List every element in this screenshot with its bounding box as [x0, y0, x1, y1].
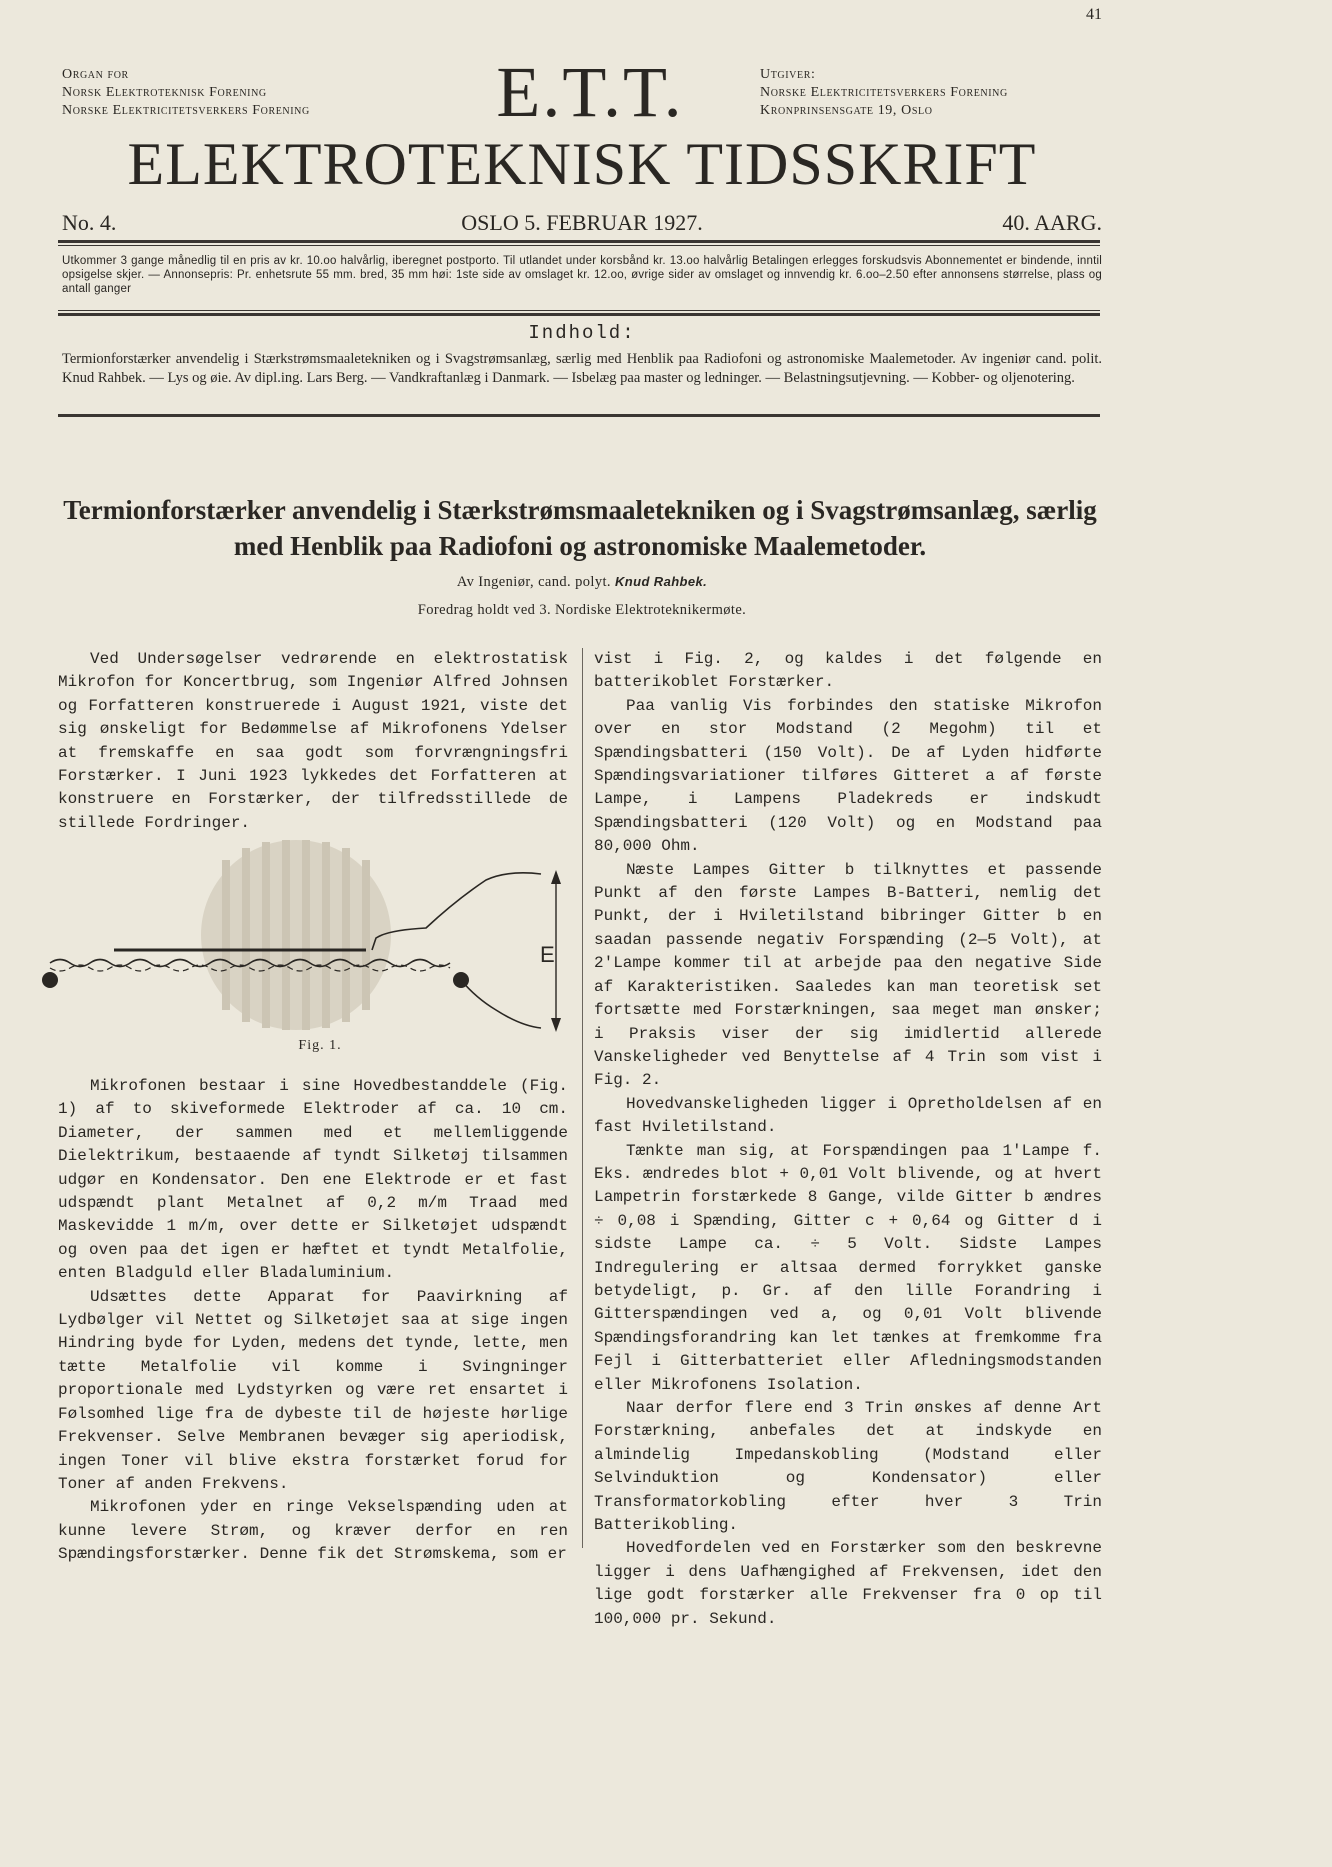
divider-rule [58, 245, 1100, 246]
byline-prefix: Av Ingeniør, cand. polyt. [456, 574, 611, 590]
organ-line-1: Organ for [62, 67, 129, 82]
publisher-block [760, 66, 1120, 120]
arrow-head-up [551, 870, 561, 884]
page-number: 41 [1086, 6, 1102, 23]
lecture-note: Foredrag holdt ved 3. Nordiske Elektroteknikermøte. [417, 602, 747, 618]
figure-1-diagram [36, 830, 576, 1040]
issue-number: No. 4. [62, 210, 117, 235]
contents-heading: Indhold: [528, 322, 636, 344]
divider-rule [58, 310, 1100, 311]
paragraph: Udsættes dette Apparat for Paavirkning af Lydbølger vil Nettet og Silketøjet saa at sige ingen Hindring byde for Lyden, medens det tynde, lette, men tætte Metalfolie vil komme i Svingninger proportionale med Lydstyrken og være ret ensartet i Følsomhed lige fra de dybeste til de højeste hørlige Frekvenser. Selve Membranen bevæger sig aperiodisk, ingen Toner vil blive ekstra forstærket forud for Toner af anden Frekvens. [58, 1287, 568, 1493]
right-column [594, 648, 1102, 1631]
divider-rule [58, 313, 1100, 316]
paragraph: Tænkte man sig, at Forspændingen paa 1'Lampe f. Eks. ændredes blot + 0,01 Volt blivende, og at hvert Lampetrin forstærkede 8 Gange, vilde Gitter b ændres ÷ 0,08 i Spænding, Gitter c + 0,64 og Gitter d i sidste Lampe ca. ÷ 5 Volt. Sidste Lampes Indregulering er altsaa dermed forrykket ganske betydeligt, p. Gr. af den lille Forandring i Gitterspændingen ved a, og 0,01 Volt blivende Spændingsforandring kan let tænkes at fremkomme fra Fejl i Gitterbatteriet eller Afledningsmodstanden eller Mikrofonens Isolation. [594, 1141, 1102, 1394]
paragraph: Paa vanlig Vis forbindes den statiske Mikrofon over en stor Modstand (2 Megohm) til et Spændingsbatteri (150 Volt). De af Lyden hidførte Spændingsvariationer tilføres Gitteret a af første Lampe, i Lampens Pladekreds er indskudt Spændingsbatteri (120 Volt) og en Modstand paa 80,000 Ohm. [594, 696, 1102, 856]
journal-title: ELEKTROTEKNISK TIDSSKRIFT [127, 131, 1037, 197]
subscription-info: Utkommer 3 gange månedlig til en pris av kr. 10.oo halvårlig, iberegnet postporto. Til utlandet under korsbånd kr. 13.oo halvårlig Betalingen erlegges forskudsvis Abonnementet er bindende, inntil opsigelse skjer. — Annonsepris: Pr. enhetsrute 55 mm. bred, 35 mm høi: 1ste side av omslaget kr. 12.oo, øvrige sider av omslaget og innvendig kr. 6.oo–2.50 efter annonsens størrelse, plass og antall ganger [62, 255, 1102, 295]
paragraph: Mikrofonen yder en ringe Vekselspænding uden at kunne levere Strøm, og kræver derfor en ren Spændingsforstærker. Denne fik det Strømskema, som er [58, 1498, 568, 1564]
article-title: Termionforstærker anvendelig i Stærkstrømsmaaletekniken og i Svagstrømsanlæg, særlig med Henblik paa Radiofoni og astronomiske Maalemetoder. [63, 495, 1097, 561]
paragraph: Hovedvanskeligheden ligger i Opretholdelsen af en fast Hviletilstand. [594, 1094, 1102, 1137]
publisher-line-1: Utgiver: [760, 67, 816, 82]
column-divider [582, 648, 583, 1548]
journal-logo: E.T.T. [496, 52, 684, 132]
paragraph: Mikrofonen bestaar i sine Hovedbestanddele (Fig. 1) af to skiveformede Elektroder af ca. 10 cm. Diameter, der sammen med et mellemliggende Dielektrikum, bestaaende af tyndt Silketøj tilsammen udgør en Kondensator. Den ene Elektrode er et fast udspændt plant Metalnet af 0,2 m/m Traad med Maskevidde 1 m/m, over dette er Silketøjet udspændt og oven paa det igen er hæftet et tyndt Metalfolie, enten Bladguld eller Bladaluminium. [58, 1077, 568, 1283]
issue-volume: 40. AARG. [1002, 210, 1102, 235]
divider-rule [58, 414, 1100, 417]
left-column-bottom [58, 1075, 568, 1567]
arrow-head-down [551, 1018, 561, 1032]
paragraph: Hovedfordelen ved en Forstærker som den beskrevne ligger i dens Uafhængighed af Frekvensen, idet den lige godt forstærker alle Frekvenser fra 0 op til 100,000 pr. Sekund. [594, 1539, 1102, 1628]
lead-wire-bottom [461, 980, 541, 1028]
lead-wire-top [372, 873, 541, 950]
divider-rule [58, 240, 1100, 243]
terminal-left [42, 972, 58, 988]
publisher-line-2: Norske Elektricitetsverkers Forening [760, 85, 1008, 100]
voltage-label: E [540, 942, 555, 967]
organ-line-2: Norsk Elektroteknisk Forening [62, 85, 267, 100]
author-name: Knud Rahbek. [614, 574, 708, 589]
issue-date: OSLO 5. FEBRUAR 1927. [461, 210, 703, 235]
paragraph: Ved Undersøgelser vedrørende en elektrostatisk Mikrofon for Koncertbrug, som Ingeniør Alfred Johnsen og Forfatteren konstruerede i August 1921, viste det sig ønskeligt for Bedømmelse af Mikrofonens Ydelser at fremskaffe en saa godt som forvrængningsfri Forstærker. I Juni 1923 lykkedes det Forfatteren at konstruere en Forstærker, der tilfredsstillede de stillede Fordringer. [58, 650, 568, 832]
figure-caption: Fig. 1. [298, 1038, 342, 1053]
publisher-line-3: Kronprinsensgate 19, Oslo [760, 103, 933, 118]
paragraph: Næste Lampes Gitter b tilknyttes et passende Punkt af den første Lampes B-Batteri, nemlig det Punkt, der i Hviletilstand bibringer Gitter b en saadan passende negativ Forspænding (2—5 Volt), at 2'Lampe kommer til at arbejde paa den negative Side af Karakteristiken. Saaledes kan man teoretisk set fortsætte med Forstærkningen, saa meget man ønsker; i Praksis viser der sig imidlertid allerede Vanskeligheder ved Benyttelse af 4 Trin som vist i Fig. 2. [594, 860, 1102, 1090]
contents-text: Termionforstærker anvendelig i Stærkstrømsmaaletekniken og i Svagstrømsanlæg, særlig med Henblik paa Radiofoni og astronomiske Maalemetoder. Av ingeniør cand. polit. Knud Rahbek. — Lys og øie. Av dipl.ing. Lars Berg. — Vandkraftanlæg i Danmark. — Isbelæg paa master og ledninger. — Belastningsutjevning. — Kobber- og oljenotering. [62, 351, 1102, 386]
publisher-organ-block [62, 66, 462, 120]
paragraph: Naar derfor flere end 3 Trin ønskes af denne Art Forstærkning, anbefales det at indskyde en almindelig Impedanskobling (Modstand eller Selvinduktion og Kondensator) eller Transformatorkobling efter hver 3 Trin Batterikobling. [594, 1399, 1102, 1535]
paragraph: vist i Fig. 2, og kaldes i det følgende en batterikoblet Forstærker. [594, 650, 1102, 692]
organ-line-3: Norske Elektricitetsverkers Forening [62, 103, 310, 118]
left-column-top [58, 648, 568, 835]
article-byline [62, 574, 1102, 591]
